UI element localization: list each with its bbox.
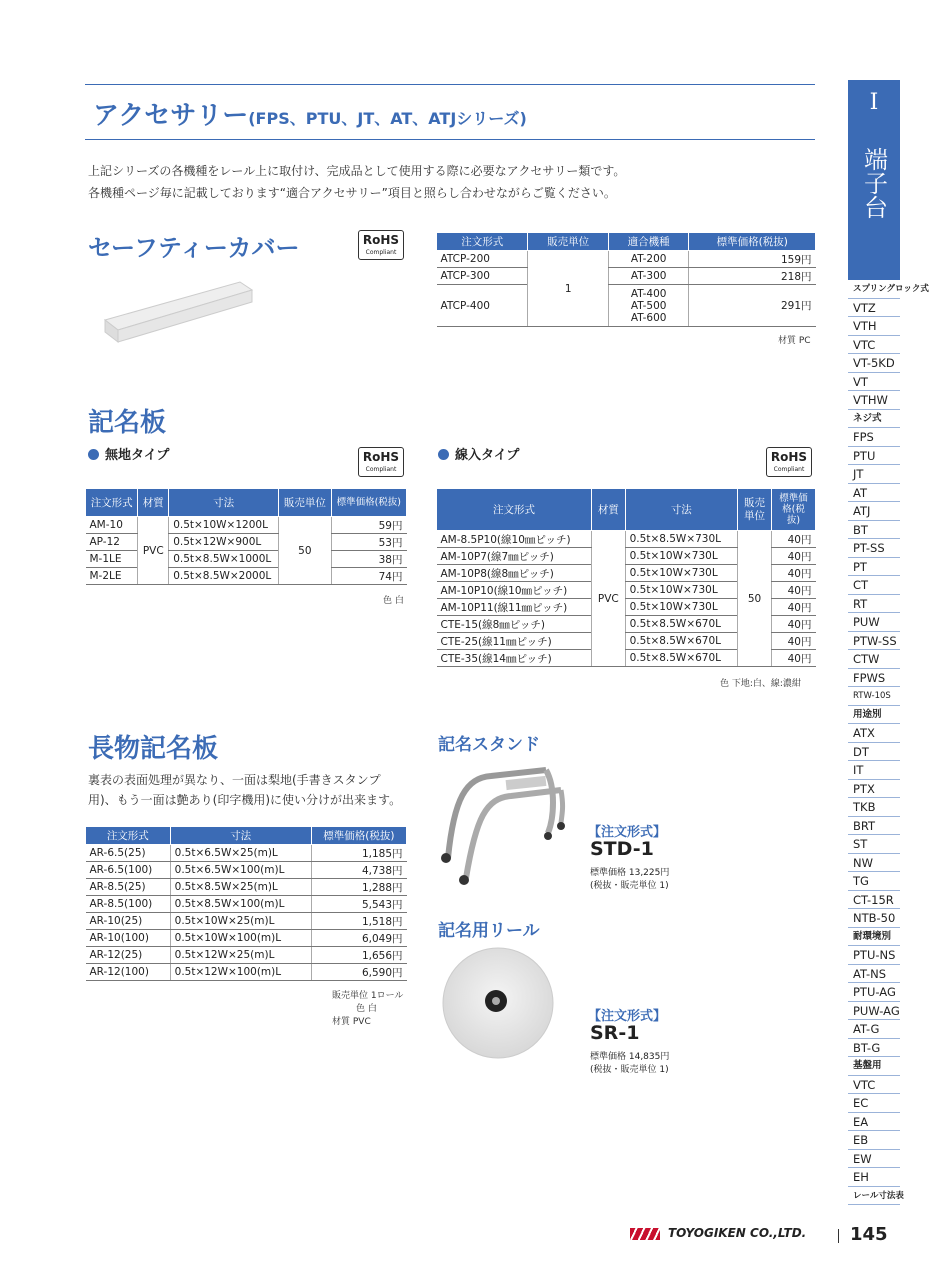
rohs-badge: RoHS Compliant: [766, 447, 812, 477]
plain-type-label: 無地タイプ: [88, 444, 169, 463]
table-row: ATCP-300 AT-300 218円: [437, 268, 816, 285]
sidebar-item[interactable]: VT: [848, 373, 900, 392]
sidebar-item[interactable]: 耐環境別: [848, 928, 900, 947]
reel-model: SR-1: [590, 1022, 640, 1044]
rohs-badge: RoHS Compliant: [358, 447, 404, 477]
sidebar-item[interactable]: AT-G: [848, 1020, 900, 1039]
rohs-badge: RoHS Compliant: [358, 230, 404, 260]
stand-price: 標準価格 13,225円 (税抜・販売単位 1): [590, 868, 670, 891]
lined-color-note: 色 下地:白、線:濃紺: [720, 679, 801, 689]
sidebar-item[interactable]: VTC: [848, 1076, 900, 1095]
sidebar-item[interactable]: PT: [848, 558, 900, 577]
sidebar-item[interactable]: BT: [848, 521, 900, 540]
stand-heading: 記名スタンド: [438, 735, 540, 755]
plain-color-note: 色 白: [383, 596, 404, 606]
lined-type-label: 線入タイプ: [438, 444, 519, 463]
sidebar-item[interactable]: DT: [848, 743, 900, 762]
header-rule: [85, 84, 815, 85]
table-row: AM-10P7(線7㎜ピッチ) 0.5t×10W×730L 40円: [437, 548, 816, 565]
table-row: AM-10P8(線8㎜ピッチ) 0.5t×10W×730L 40円: [437, 565, 816, 582]
reel-heading: 記名用リール: [438, 921, 540, 941]
table-row: AM-10 PVC 0.5t×10W×1200L 50 59円: [86, 517, 407, 534]
table-row: ATCP-200 1 AT-200 159円: [437, 251, 816, 268]
sidebar-item[interactable]: PTX: [848, 780, 900, 799]
lined-nameplate-table: 注文形式 材質 寸法 販売単位 標準価格(税抜) AM-8.5P10(線10㎜ピッチ) PVC 0.5t×8.5W×730L 50 40円 AM-10P7(線7㎜ピッチ) 0.5t×10W×730L 40円 AM-10P8(線8㎜ピッチ) 0.5t×10W×730L 40円 AM-10P10(線10㎜ピッチ) 0.5t×10W×730L 40円 AM-10P11(線11㎜ピッチ) 0.5t×10W×730L 40円 CTE-15(線8㎜ピッチ) 0.5t×8.5W×670L 40円 CTE-25(線11㎜ピッチ) 0.5t×8.5W×670L 40円 CTE-35(線14㎜ピッチ) 0.5t×8.5W×670L 40円: [436, 488, 816, 667]
sidebar-item[interactable]: ST: [848, 835, 900, 854]
sidebar-item[interactable]: PT-SS: [848, 539, 900, 558]
table-row: M-1LE 0.5t×8.5W×1000L 38円: [86, 551, 407, 568]
reel-image: [440, 948, 560, 1068]
sidebar-item[interactable]: CTW: [848, 650, 900, 669]
sidebar-item[interactable]: EW: [848, 1150, 900, 1169]
sidebar-item[interactable]: VTZ: [848, 299, 900, 318]
page-title: アクセサリー(FPS、PTU、JT、AT、ATJシリーズ): [93, 101, 527, 131]
sidebar-item[interactable]: ATX: [848, 724, 900, 743]
sidebar-item[interactable]: PTW-SS: [848, 632, 900, 651]
sidebar-item[interactable]: BT-G: [848, 1039, 900, 1058]
sidebar-item[interactable]: PUW-AG: [848, 1002, 900, 1021]
sidebar-item[interactable]: RTW-10S: [848, 687, 900, 706]
table-row: AR-8.5(100) 0.5t×8.5W×100(m)L 5,543円: [86, 896, 407, 913]
table-row: AR-6.5(25) 0.5t×6.5W×25(m)L 1,185円: [86, 845, 407, 862]
table-row: AR-10(25) 0.5t×10W×25(m)L 1,518円: [86, 913, 407, 930]
sidebar-item[interactable]: スプリングロック式: [848, 280, 900, 299]
sidebar-item[interactable]: VT-5KD: [848, 354, 900, 373]
sidebar-index: [848, 280, 929, 1205]
sidebar-item[interactable]: CT: [848, 576, 900, 595]
plain-nameplate-table: 注文形式 材質 寸法 販売単位 標準価格(税抜) AM-10 PVC 0.5t×10W×1200L 50 59円 AP-12 0.5t×12W×900L 53円 M-1LE 0.5t×8.5W×1000L 38円 M-2LE 0.5t×8.5W×2000L 74円: [85, 488, 407, 585]
section-tab[interactable]: I 端子台: [848, 80, 900, 280]
company-logo: [630, 1228, 660, 1240]
sidebar-item[interactable]: EH: [848, 1168, 900, 1187]
stand-model: STD-1: [590, 838, 654, 860]
sidebar-item[interactable]: NTB-50: [848, 909, 900, 928]
sidebar-item[interactable]: BRT: [848, 817, 900, 836]
sidebar-item[interactable]: EC: [848, 1094, 900, 1113]
sidebar-item[interactable]: FPS: [848, 428, 900, 447]
safety-cover-table: 注文形式 販売単位 適合機種 標準価格(税抜) ATCP-200 1 AT-200 159円 ATCP-300 AT-300 218円 ATCP-400 AT-400 AT-500 AT-600 291円: [436, 232, 816, 327]
table-row: AR-8.5(25) 0.5t×8.5W×25(m)L 1,288円: [86, 879, 407, 896]
long-nameplate-table: 注文形式 寸法 標準価格(税抜) AR-6.5(25) 0.5t×6.5W×25(m)L 1,185円 AR-6.5(100) 0.5t×6.5W×100(m)L 4,738円 AR-8.5(25) 0.5t×8.5W×25(m)L 1,288円 AR-8.5(100) 0.5t×8.5W×100(m)L 5,543円 AR-10(25) 0.5t×10W×25(m)L 1,518円 AR-10(100) 0.5t×10W×100(m)L 6,049円 AR-12(25) 0.5t×12W×25(m)L 1,656円 AR-12(100) 0.5t×12W×100(m)L 6,590円: [85, 826, 407, 981]
table-row: ATCP-400 AT-400 AT-500 AT-600 291円: [437, 285, 816, 327]
footer-divider: [838, 1229, 839, 1243]
table-row: CTE-35(線14㎜ピッチ) 0.5t×8.5W×670L 40円: [437, 650, 816, 667]
sidebar-item[interactable]: FPWS: [848, 669, 900, 688]
sidebar-item[interactable]: IT: [848, 761, 900, 780]
table-row: CTE-15(線8㎜ピッチ) 0.5t×8.5W×670L 40円: [437, 616, 816, 633]
sidebar-item[interactable]: ATJ: [848, 502, 900, 521]
table-row: AM-10P11(線11㎜ピッチ) 0.5t×10W×730L 40円: [437, 599, 816, 616]
safety-material-note: 材質 PC: [778, 336, 811, 346]
sidebar-item[interactable]: PTU: [848, 447, 900, 466]
page-number: 145: [850, 1224, 888, 1245]
safety-cover-heading: セーフティーカバー: [88, 234, 300, 262]
table-row: M-2LE 0.5t×8.5W×2000L 74円: [86, 568, 407, 585]
table-row: AR-10(100) 0.5t×10W×100(m)L 6,049円: [86, 930, 407, 947]
sidebar-item[interactable]: NW: [848, 854, 900, 873]
safety-cover-image: [100, 270, 260, 350]
long-nameplate-description: 裏表の表面処理が異なり、一面は梨地(手書きスタンプ 用)、もう一面は艶あり(印字機用)に使い分けが出来ます。: [88, 773, 402, 807]
sidebar-item[interactable]: TKB: [848, 798, 900, 817]
sidebar-item[interactable]: 用途別: [848, 706, 900, 725]
sidebar-item[interactable]: EA: [848, 1113, 900, 1132]
table-row: AR-12(25) 0.5t×12W×25(m)L 1,656円: [86, 947, 407, 964]
reel-price: 標準価格 14,835円 (税抜・販売単位 1): [590, 1052, 670, 1075]
sidebar-item[interactable]: レール寸法表: [848, 1187, 900, 1206]
table-row: CTE-25(線11㎜ピッチ) 0.5t×8.5W×670L 40円: [437, 633, 816, 650]
table-row: AM-8.5P10(線10㎜ピッチ) PVC 0.5t×8.5W×730L 50 40円: [437, 531, 816, 548]
sidebar-item[interactable]: PTU-AG: [848, 983, 900, 1002]
sidebar-item[interactable]: TG: [848, 872, 900, 891]
stand-order-label: 【注文形式】: [588, 825, 667, 840]
table-row: AP-12 0.5t×12W×900L 53円: [86, 534, 407, 551]
stand-image: [436, 758, 571, 893]
reel-order-label: 【注文形式】: [588, 1009, 667, 1024]
sidebar-item[interactable]: VTC: [848, 336, 900, 355]
sidebar-item[interactable]: VTHW: [848, 391, 900, 410]
title-rule: [85, 139, 815, 140]
sidebar-item[interactable]: EB: [848, 1131, 900, 1150]
table-row: AR-12(100) 0.5t×12W×100(m)L 6,590円: [86, 964, 407, 981]
sidebar-item[interactable]: JT: [848, 465, 900, 484]
sidebar-item[interactable]: ネジ式: [848, 410, 900, 429]
long-nameplate-notes: 販売単位 1ロール 色 白 材質 PVC: [332, 991, 404, 1027]
sidebar-item[interactable]: RT: [848, 595, 900, 614]
sidebar-item[interactable]: VTH: [848, 317, 900, 336]
sidebar-item[interactable]: AT-NS: [848, 965, 900, 984]
long-nameplate-heading: 長物記名板: [88, 734, 219, 764]
company-name: TOYOGIKEN CO.,LTD.: [668, 1226, 807, 1240]
intro-text: 上記シリーズの各機種をレール上に取付け、完成品として使用する際に必要なアクセサリー類です。 各機種ページ毎に記載しております“適合アクセサリー”項目と照らし合わせながらご覧ください。: [88, 164, 626, 200]
sidebar-item[interactable]: PTU-NS: [848, 946, 900, 965]
nameplate-heading: 記名板: [88, 408, 167, 438]
sidebar-item[interactable]: AT: [848, 484, 900, 503]
sidebar-item[interactable]: CT-15R: [848, 891, 900, 910]
table-row: AM-10P10(線10㎜ピッチ) 0.5t×10W×730L 40円: [437, 582, 816, 599]
sidebar-item[interactable]: 基盤用: [848, 1057, 900, 1076]
table-row: AR-6.5(100) 0.5t×6.5W×100(m)L 4,738円: [86, 862, 407, 879]
sidebar-item[interactable]: PUW: [848, 613, 900, 632]
